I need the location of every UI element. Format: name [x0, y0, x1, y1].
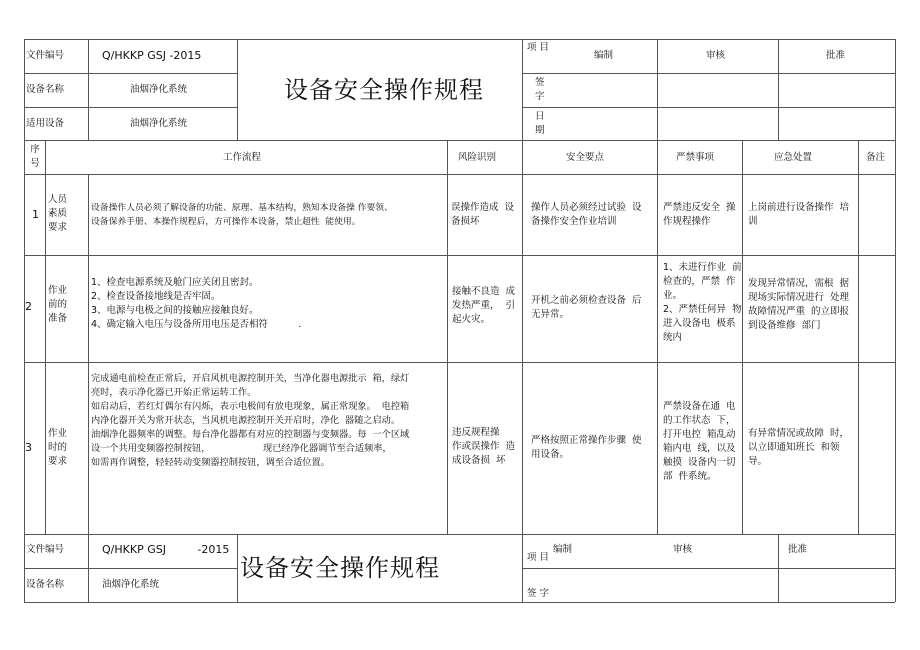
rule [657, 39, 658, 140]
rule [45, 140, 46, 534]
equip-name-value: 油烟净化系统 [130, 84, 188, 95]
rule [778, 39, 779, 140]
rule [24, 174, 895, 175]
approve-label: 批准 [826, 50, 846, 61]
rule [858, 140, 859, 534]
col-header-safety: 安全要点 [566, 152, 605, 163]
row-1-risk: 误操作造成 设 备损坏 [451, 202, 515, 227]
row-3-risk: 违反规程操 作或误操作 造 成设备损 坏 [452, 427, 516, 466]
compile-label: 编制 [594, 50, 614, 61]
doc-no-label: 文件编号 [26, 50, 65, 61]
rule [88, 534, 89, 602]
footer-doc-no-value: Q/HKKP GSJ -2015 [102, 543, 230, 556]
col-header-seq: 序 号 [30, 144, 40, 169]
rule [88, 39, 89, 140]
footer-item-label: 项 目 [527, 552, 550, 563]
row-3-safety: 严格按照正常操作步骤 使 用设备。 [531, 435, 642, 460]
row-3-workflow: 完成通电前检查正常后，开启风机电源控制开关，当净化器电源批示 箱，绿灯 亮时，表示净化器已开始正常运转工作。 如启动后，若红灯偶尔有闪烁，表示电极间有放电现象，属正常现象。 电控箱 内净化器开关为常开状态，当风机电源控制开关开启时，净化 器随之启动。 油烟净化器频率的调整。每台净化器都有对应的控制器与变频器。每 一个区域 设一个共用变频器控制按钮， 现已经净化器调节至合适频率， 如需再作调整，轻轻转动变频器控制按钮，调至合适位置。 [91, 373, 410, 468]
col-header-workflow: 工作流程 [223, 152, 262, 163]
rule [778, 534, 779, 602]
rule [522, 73, 895, 74]
footer-compile-label: 编制 [553, 544, 573, 555]
page-title: 设备安全操作规程 [284, 76, 484, 104]
rule [24, 534, 895, 535]
col-header-remark: 备注 [866, 152, 886, 163]
row-1-no: 1 [32, 208, 39, 221]
row-3-phase: 作业 时的 要求 [48, 428, 68, 467]
rule [24, 534, 25, 602]
footer-doc-no-label: 文件编号 [26, 544, 65, 555]
item-label: 项 目 [527, 42, 550, 53]
rule [522, 534, 523, 602]
footer-equip-name-value: 油烟净化系统 [102, 579, 160, 590]
date-label: 日 期 [535, 111, 545, 136]
rule [447, 140, 448, 534]
row-2-risk: 接触不良造 成 发热严重， 引 起火灾。 [452, 286, 516, 325]
row-1-phase: 人员 素质 要求 [48, 194, 68, 233]
rule [24, 107, 237, 108]
footer-approve-label: 批准 [788, 544, 808, 555]
rule [657, 140, 658, 534]
row-1-prohibit: 严禁违反安全 操 作规程操作 [663, 202, 736, 227]
row-1-emergency: 上岗前进行设备操作 培 训 [748, 202, 850, 227]
applicable-value: 油烟净化系统 [130, 118, 188, 129]
rule [24, 73, 237, 74]
row-2-phase: 作业 前的 准备 [48, 285, 68, 324]
footer-equip-name-label: 设备名称 [26, 579, 65, 590]
rule [88, 174, 89, 534]
row-1-safety: 操作人员必须经过试验 设 备操作安全作业培训 [531, 202, 642, 227]
row-1-workflow: 设备操作人员必须了解设备的功能、原理、基本结构，熟知本设备操 作要领、 设备保养手册、本操作规程后，方可操作本设备，禁止超性 能使用。 [91, 203, 393, 227]
rule [24, 362, 895, 363]
rule [522, 107, 895, 108]
rule [24, 602, 895, 603]
equip-name-label: 设备名称 [26, 84, 65, 95]
review-label: 审核 [706, 50, 726, 61]
col-header-risk: 风险识别 [458, 152, 497, 163]
rule [895, 39, 896, 140]
rule [24, 140, 25, 534]
sign-label: 签 字 [535, 77, 545, 102]
row-2-emergency: 发现异常情况，需根 据 现场实际情况进行 处理 故障情况严重 的立即报 到设备维修 部门 [748, 278, 850, 331]
rule [237, 39, 238, 140]
rule [522, 140, 523, 534]
row-2-prohibit: 1、未进行作业 前 检查的，严禁 作 业。 2、严禁任何异 物 进入设备电 极系 统内 [663, 262, 742, 343]
row-3-emergency: 有异常情况或故障 时， 以立即通知班长 和领 导。 [748, 428, 850, 467]
rule [522, 568, 895, 569]
rule [24, 568, 237, 569]
rule [895, 140, 896, 534]
row-3-prohibit: 严禁设备在通 电 的工作状态 下， 打开电控 箱乱动 箱内电 线，以及 触摸 设备内一切 部 件系统。 [663, 401, 736, 482]
rule [522, 39, 523, 140]
rule [24, 39, 25, 140]
row-2-workflow: 1、检查电源系统及舱门应关闭且密封。 2、检查设备接地线是否牢固。 3、电源与电极之间的接触应接触良好。 4、确定输入电压与设备所用电压是否相符 . [91, 277, 302, 330]
applicable-label: 适用设备 [26, 118, 65, 129]
footer-title: 设备安全操作规程 [240, 554, 440, 582]
footer-review-label: 审核 [673, 544, 693, 555]
rule [24, 140, 895, 141]
row-2-safety: 开机之前必须检查设备 后 无异常。 [531, 295, 642, 320]
footer-sign-label: 签 字 [527, 588, 550, 599]
rule [895, 534, 896, 602]
rule [742, 140, 743, 534]
rule [24, 255, 895, 256]
rule [237, 534, 238, 602]
row-3-no: 3 [25, 441, 32, 454]
row-2-no: 2 [25, 300, 32, 313]
rule [24, 39, 895, 40]
col-header-emergency: 应急处置 [774, 152, 813, 163]
doc-no-value: Q/HKKP GSJ -2015 [102, 49, 202, 62]
col-header-prohibit: 严禁事项 [676, 152, 715, 163]
